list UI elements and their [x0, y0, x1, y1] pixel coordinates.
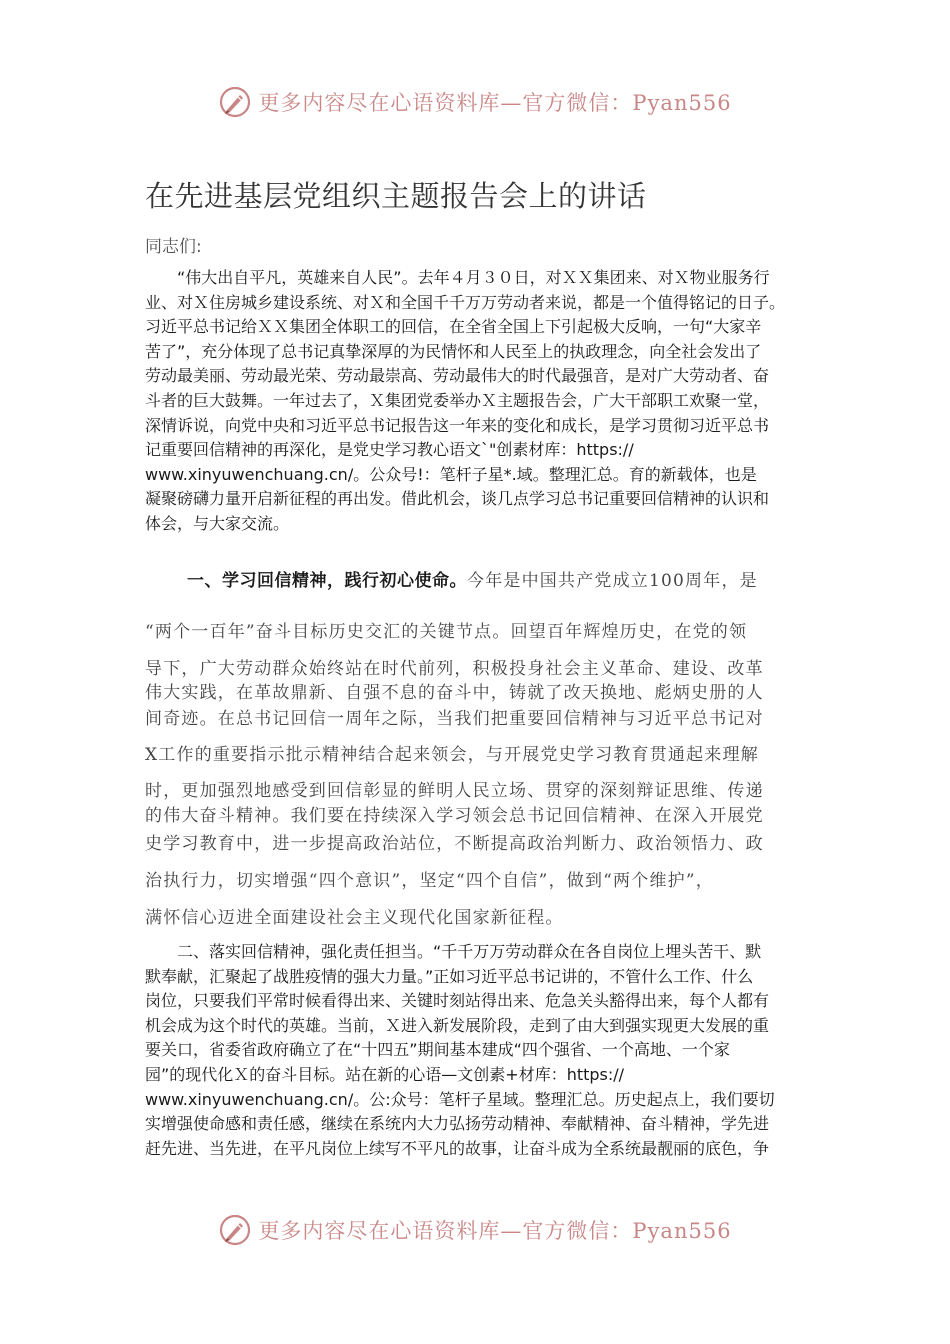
text-line: 劳动最美丽、劳动最光荣、劳动最崇高、劳动最伟大的时代最强音，是对广大劳动者、奋 — [145, 366, 770, 386]
paragraph-1 — [145, 266, 805, 537]
paragraph-3 — [145, 940, 805, 1161]
text-line: 伟大实践，在革故鼎新、自强不息的奋斗中，铸就了改天换地、彪炳史册的人 — [145, 683, 764, 703]
text-line: 机会成为这个时代的英雄。当前，Ｘ进入新发展阶段，走到了由大到强实现更大发展的重 — [145, 1015, 770, 1035]
text-line: 间奇迹。在总书记回信一周年之际，当我们把重要回信精神与习近平总书记对 — [145, 709, 764, 729]
bottom-watermark-banner — [0, 1208, 950, 1252]
text-line: X工作的重要指示批示精神结合起来领会，与开展党史学习教育贯通起来理解 — [145, 745, 759, 765]
salutation: 同志们: — [145, 237, 202, 257]
text-line: 满怀信心迈进全面建设社会主义现代化国家新征程。 — [145, 908, 564, 928]
text-line: 的伟大奋斗精神。我们要在持续深入学习领会总书记回信精神、在深入开展党 — [145, 806, 764, 826]
document-title: 在先进基层党组织主题报告会上的讲话 — [145, 179, 647, 213]
text-line: 史学习教育中，进一步提高政治站位，不断提高政治判断力、政治领悟力、政 — [145, 834, 764, 854]
text-line: 岗位，只要我们平常时候看得出来、关键时刻站得出来、危急关头豁得出来，每个人都有 — [145, 991, 770, 1011]
text-line: 体会，与大家交流。 — [145, 513, 290, 533]
text-line: www.xinyuwenchuang.cn/。公众号!：笔杆子星*.域。整理汇总。育的新载体，也是 — [145, 464, 757, 484]
text-line: 凝聚磅礴力量开启新征程的再出发。借此机会，谈几点学习总书记重要回信精神的认识和 — [145, 489, 770, 509]
text-line: “伟大出自平凡，英雄来自人民”。去年４月３０日，对ＸＸ集团来、对Ｘ物业服务行 — [145, 268, 770, 287]
text-line: 斗者的巨大鼓舞。一年过去了，Ｘ集团党委举办Ｘ主题报告会，广大干部职工欢聚一堂， — [145, 390, 770, 410]
text-line: 默奉献，汇聚起了战胜疫情的强大力量。”正如习近平总书记讲的，不管什么工作、什么 — [145, 966, 754, 986]
text-line: 治执行力，切实增强“四个意识”，坚定“四个自信”，做到“两个维护”， — [145, 871, 714, 891]
text-line: 业、对Ｘ住房城乡建设系统、对Ｘ和全国千千万万劳动者来说，都是一个值得铭记的日子。 — [145, 292, 786, 312]
text-line: “两个一百年”奋斗目标历史交汇的关键节点。回望百年辉煌历史，在党的领 — [145, 622, 748, 642]
text-line: 深情诉说，向党中央和习近平总书记报告这一年来的变化和成长，是学习贯彻习近平总书 — [145, 415, 770, 435]
text-line: 时，更加强烈地感受到回信彰显的鲜明人民立场、贯穿的深刻辩证思维、传递 — [145, 781, 764, 801]
text-line: 二、落实回信精神，强化责任担当。“千千万万劳动群众在各自岗位上埋头苦干、默 — [145, 942, 762, 961]
text-line: 习近平总书记给ＸＸ集团全体职工的回信，在全省全国上下引起极大反响，一句“大家辛 — [145, 317, 762, 337]
pen-logo-icon — [218, 1213, 252, 1247]
text-line: 今年是中国共产党成立100周年，是 — [467, 571, 758, 591]
text-line: 园”的现代化Ｘ的奋斗目标。站在新的心语—文创素+材库：https:// — [145, 1064, 625, 1084]
text-line: 记重要回信精神的再深化，是党史学习教心语文`"创素材库：https:// — [145, 440, 634, 460]
pen-logo-icon — [218, 85, 252, 119]
text-line: 导下，广大劳动群众始终站在时代前列，积极投身社会主义革命、建设、改革 — [145, 659, 764, 679]
text-line: 要关口，省委省政府确立了在“十四五”期间基本建成“四个强省、一个高地、一个家 — [145, 1040, 730, 1060]
text-line: www.xinyuwenchuang.cn/。公:众号：笔杆子星域。整理汇总。历史起点上，我们要切 — [145, 1089, 775, 1109]
top-watermark-banner — [0, 80, 950, 124]
text-line: 实增强使命感和责任感，继续在系统内大力弘扬劳动精神、奉献精神、奋斗精神，学先进 — [145, 1114, 770, 1134]
banner-text: 更多内容尽在心语资料库—官方微信：Pyan556 — [258, 1219, 732, 1243]
text-line: 赶先进、当先进，在平凡岗位上续写不平凡的故事，让奋斗成为全系统最靓丽的底色，争 — [145, 1138, 770, 1158]
banner-text: 更多内容尽在心语资料库—官方微信：Pyan556 — [258, 91, 732, 115]
section-1-first-line — [187, 566, 758, 591]
text-line: 苦了”，充分体现了总书记真挚深厚的为民情怀和人民至上的执政理念，向全社会发出了 — [145, 341, 762, 361]
section-1-heading: 一、学习回信精神，践行初心使命。 — [187, 571, 467, 591]
